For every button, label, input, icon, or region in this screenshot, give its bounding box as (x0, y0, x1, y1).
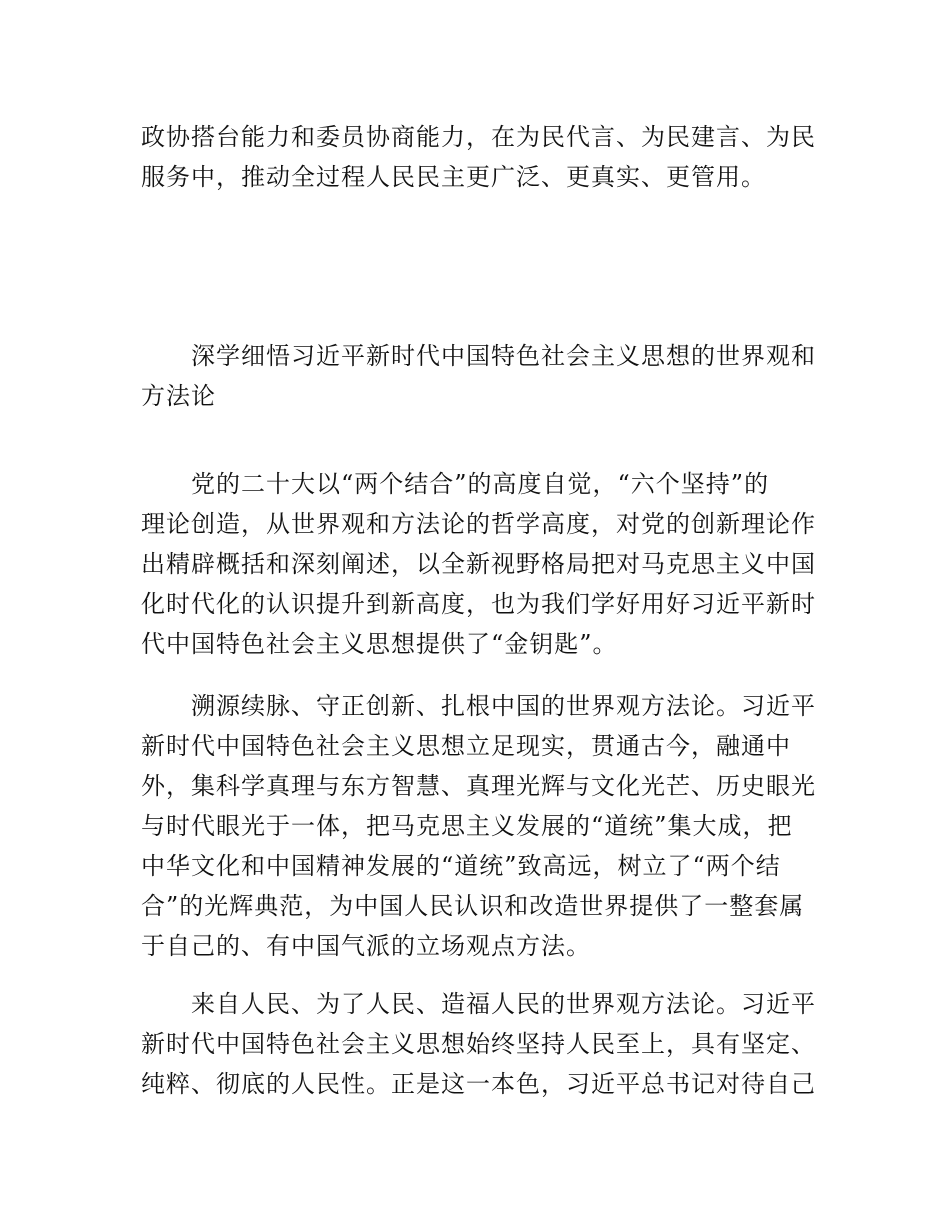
section-heading (141, 336, 816, 416)
paragraph-1 (141, 464, 816, 664)
paragraph-line: 党的二十大以“两个结合”的高度自觉，“六个坚持”的 (191, 470, 770, 498)
paragraph-line: 合”的光辉典范，为中国人民认识和改造世界提供了一整套属 (141, 892, 805, 920)
paragraph-line: 服务中，推动全过程人民民主更广泛、更真实、更管用。 (141, 163, 766, 191)
paragraph-line: 新时代中国特色社会主义思想始终坚持人民至上，具有坚定、 (141, 1030, 816, 1058)
paragraph-line: 中华文化和中国精神发展的“道统”致高远，树立了“两个结 (141, 852, 781, 880)
paragraph-line: 外，集科学真理与东方智慧、真理光辉与文化光芒、历史眼光 (141, 772, 816, 800)
paragraph-line: 政协搭台能力和委员协商能力，在为民代言、为民建言、为民 (141, 123, 816, 151)
paragraph-line: 新时代中国特色社会主义思想立足现实，贯通古今，融通中 (141, 732, 791, 760)
paragraph-line: 化时代化的认识提升到新高度，也为我们学好用好习近平新时 (141, 590, 816, 618)
heading-line: 方法论 (141, 382, 216, 410)
paragraph-2 (141, 686, 816, 966)
paragraph-line: 与时代眼光于一体，把马克思主义发展的“道统”集大成，把 (141, 812, 793, 840)
paragraph-line: 于自己的、有中国气派的立场观点方法。 (141, 932, 591, 960)
paragraph-line: 来自人民、为了人民、造福人民的世界观方法论。习近平 (191, 990, 816, 1018)
paragraph-line: 溯源续脉、守正创新、扎根中国的世界观方法论。习近平 (191, 692, 816, 720)
paragraph-line: 出精辟概括和深刻阐述，以全新视野格局把对马克思主义中国 (141, 550, 816, 578)
paragraph-line: 理论创造，从世界观和方法论的哲学高度，对党的创新理论作 (141, 510, 816, 538)
paragraph-line: 纯粹、彻底的人民性。正是这一本色，习近平总书记对待自己 (141, 1070, 816, 1098)
paragraph-3 (141, 984, 816, 1104)
continued-paragraph (141, 117, 816, 197)
paragraph-line: 代中国特色社会主义思想提供了“金钥匙”。 (141, 630, 618, 658)
heading-line: 深学细悟习近平新时代中国特色社会主义思想的世界观和 (191, 342, 816, 370)
